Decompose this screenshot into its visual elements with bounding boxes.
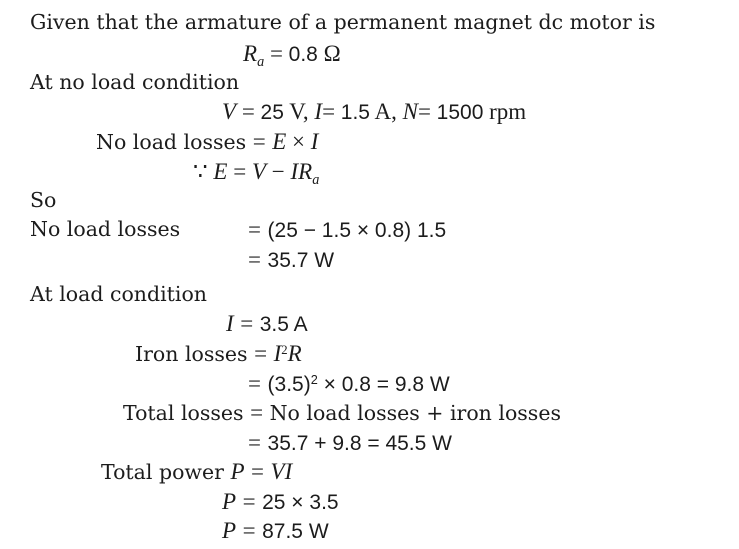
equals-sign: = xyxy=(248,430,261,455)
p-symbol: P xyxy=(222,489,237,514)
v-value: 25 xyxy=(260,101,284,124)
iron-losses-label: Iron losses xyxy=(135,342,248,366)
ir-symbol: IR xyxy=(290,159,313,184)
load-current xyxy=(226,312,308,335)
times-sign: × xyxy=(286,129,311,154)
no-load-heading: At no load condition xyxy=(30,70,240,94)
n-symbol: N xyxy=(402,99,418,124)
because-symbol: ∵ xyxy=(193,159,208,184)
total-losses-expression: No load losses + iron losses xyxy=(269,401,561,425)
i-symbol: I xyxy=(226,311,234,336)
no-load-losses-calc xyxy=(248,218,446,241)
equals-sign: = xyxy=(254,341,268,366)
emf-definition xyxy=(193,159,320,188)
no-load-params xyxy=(222,100,526,123)
power-result xyxy=(222,519,329,542)
v-symbol: V xyxy=(222,99,237,124)
i-symbol: I xyxy=(310,129,319,154)
load-current-value: 3.5 A xyxy=(259,313,308,336)
total-losses-definition xyxy=(123,401,561,424)
power-calc xyxy=(222,490,339,513)
i-unit: A, xyxy=(370,99,403,124)
equals-sign: = xyxy=(248,217,261,242)
power-expression: 25 × 3.5 xyxy=(262,491,339,514)
iron-base: (3.5) xyxy=(267,373,311,396)
i-symbol: I xyxy=(314,99,323,124)
i-symbol: I xyxy=(273,341,282,366)
so-label: So xyxy=(30,188,57,212)
total-power-definition xyxy=(101,460,292,483)
a-subscript: a xyxy=(312,171,320,188)
equals-sign: = xyxy=(248,247,261,272)
n-unit: rpm xyxy=(483,99,527,124)
iron-calc-rest: × 0.8 = 9.8 W xyxy=(317,373,450,396)
total-losses-label: Total losses xyxy=(123,401,244,425)
load-heading: At load condition xyxy=(30,282,208,306)
armature-resistance-eq xyxy=(243,41,341,70)
equals-sign: = xyxy=(252,129,266,154)
e-symbol: E xyxy=(213,159,228,184)
r-subscript: a xyxy=(257,53,265,70)
r-value: 0.8 xyxy=(288,43,318,66)
v-symbol: V xyxy=(251,159,266,184)
squared-superscript: 2 xyxy=(310,372,318,388)
equals-sign: = xyxy=(322,99,336,124)
v-symbol: V xyxy=(270,459,285,484)
no-load-losses-label: No load losses xyxy=(96,130,247,154)
iron-losses-definition xyxy=(135,342,302,365)
r-symbol: R xyxy=(287,341,302,366)
p-symbol: P xyxy=(222,518,237,543)
no-load-losses-value: 35.7 W xyxy=(267,249,335,272)
iron-losses-calc xyxy=(248,372,450,395)
no-load-losses-expression: (25 − 1.5 × 0.8) 1.5 xyxy=(267,219,447,242)
equals-sign: = xyxy=(242,489,256,514)
equals-sign: = xyxy=(241,99,255,124)
minus-sign: − xyxy=(266,159,291,184)
p-symbol: P xyxy=(230,459,245,484)
equals-sign: = xyxy=(233,159,247,184)
total-power-label: Total power xyxy=(101,460,224,484)
e-symbol: E xyxy=(272,129,287,154)
i-value: 1.5 xyxy=(340,101,370,124)
r-symbol: R xyxy=(243,41,258,66)
equals-sign: = xyxy=(417,99,431,124)
equals-sign: = xyxy=(250,400,264,425)
v-unit: V, xyxy=(283,99,315,124)
total-losses-calc xyxy=(248,431,452,454)
intro-text: Given that the armature of a permanent magnet dc motor is xyxy=(30,10,656,34)
equals-sign: = xyxy=(251,459,265,484)
n-value: 1500 xyxy=(436,101,484,124)
no-load-losses-definition xyxy=(96,130,318,153)
ohm-unit: Ω xyxy=(323,41,341,66)
squared-superscript: 2 xyxy=(281,343,288,358)
no-load-losses-calc-label: No load losses xyxy=(30,217,181,241)
equals-sign: = xyxy=(242,518,256,543)
no-load-losses-result xyxy=(248,248,334,271)
equals-sign: = xyxy=(248,371,261,396)
i-symbol: I xyxy=(284,459,293,484)
equals-sign: = xyxy=(240,311,254,336)
power-value: 87.5 W xyxy=(262,520,329,543)
equals-sign: = xyxy=(269,41,283,66)
total-losses-value: 35.7 + 9.8 = 45.5 W xyxy=(267,432,452,455)
